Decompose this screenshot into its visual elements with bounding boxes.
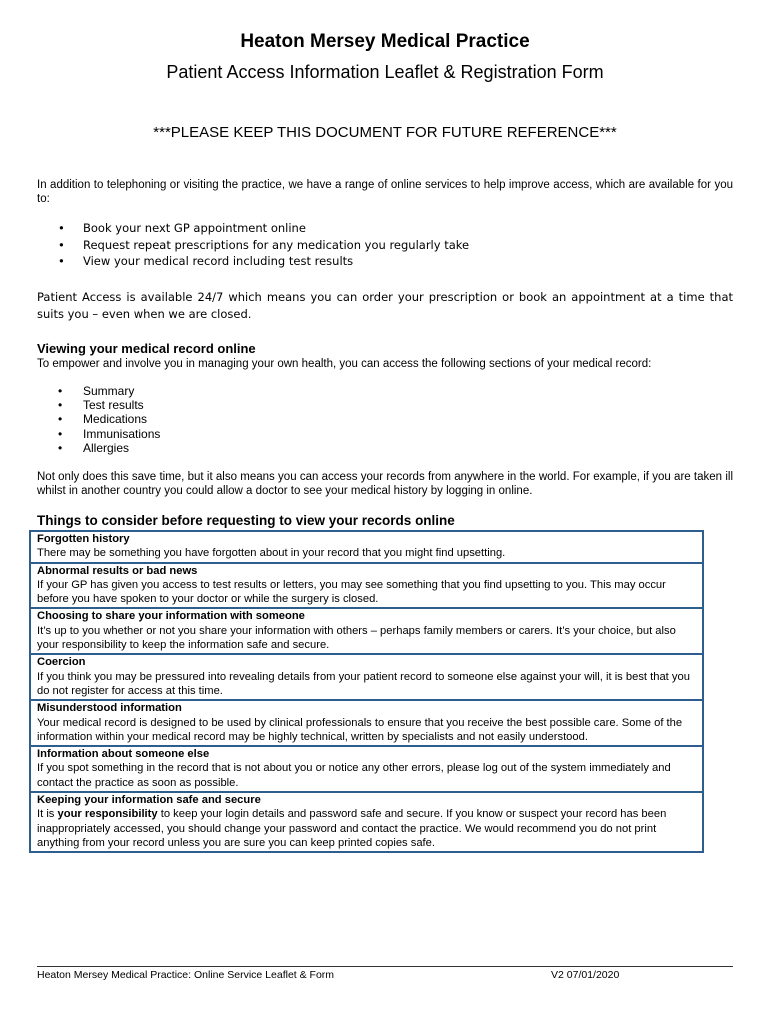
intro-paragraph: In addition to telephoning or visiting the practice, we have a range of online services to help improve access, which are available for you to:	[37, 179, 733, 205]
table-row	[31, 793, 702, 851]
list-item	[37, 427, 717, 441]
row-text-end: to keep your login details and password safe and secure. If you know or suspect your record has been inappropriately accessed, you should change your password and contact the practice. We would recommend you do not print anything from your record unless you are sure you can keep printed copies safe.	[37, 808, 667, 849]
footer-divider	[37, 966, 733, 967]
row-title: Choosing to share your information with someone	[37, 610, 305, 623]
bullet-icon: •	[58, 398, 63, 413]
list-item	[37, 441, 717, 455]
viewing-paragraph: To empower and involve you in managing your own health, you can access the following sections of your medical record:	[37, 358, 652, 370]
list-item-label: Medications	[83, 412, 148, 427]
keep-notice: ***PLEASE KEEP THIS DOCUMENT FOR FUTURE REFERENCE***	[153, 124, 617, 141]
considerations-table	[29, 530, 704, 853]
list-item-label: View your medical record including test results	[83, 254, 354, 268]
row-text: There may be something you have forgotten about in your record that you might find upsetting.	[37, 547, 506, 560]
row-title: Coercion	[37, 656, 86, 669]
list-item-label: Summary	[83, 384, 135, 398]
list-item-label: Request repeat prescriptions for any medication you regularly take	[83, 237, 470, 252]
list-item-label: Allergies	[83, 440, 130, 455]
row-text: If you think you may be pressured into revealing details from your patient record to someone else against your will, it is best that you do not register for access at this time.	[37, 670, 690, 697]
bullet-icon: •	[58, 254, 65, 268]
row-text: If your GP has given you access to test results or letters, you may see something that you find upsetting to you. This may occur before you have spoken to your doctor or while the surgery is closed.	[37, 578, 666, 606]
availability-paragraph: Patient Access is available 24/7 which means you can order your prescription or book an appointment at a time that suits you – even when we are closed.	[37, 290, 733, 321]
page-title: Heaton Mersey Medical Practice	[240, 31, 530, 52]
closing-paragraph: Not only does this save time, but it also means you can access your records from anywhere in the world. For example, if you are taken ill whilst in another country you could allow a doctor to see your medical history by logging in online.	[37, 471, 733, 497]
table-row	[31, 655, 702, 701]
page-subtitle: Patient Access Information Leaflet & Registration Form	[166, 62, 604, 82]
responsibility-emphasis: your responsibility	[57, 808, 158, 821]
list-item-label: Immunisations	[83, 426, 161, 441]
bullet-icon: •	[58, 237, 65, 252]
list-item	[37, 220, 717, 237]
row-title: Information about someone else	[37, 748, 210, 761]
list-item	[37, 384, 717, 398]
record-sections-list	[37, 384, 717, 455]
table-row	[31, 609, 702, 655]
list-item	[37, 412, 717, 426]
bullet-icon: •	[58, 412, 63, 427]
list-item-label: Book your next GP appointment online	[83, 221, 306, 235]
table-row	[31, 532, 702, 564]
list-item-label: Test results	[83, 398, 144, 413]
row-text: If you spot something in the record that is not about you or notice any other errors, please log out of the system immediately and contact the practice as soon as possible.	[37, 762, 671, 789]
footer-version: V2 07/01/2020	[551, 969, 620, 981]
table-row	[31, 701, 702, 747]
bullet-icon: •	[58, 426, 63, 441]
list-item	[37, 253, 717, 270]
row-title: Misunderstood information	[37, 702, 182, 715]
footer-document-title: Heaton Mersey Medical Practice: Online Service Leaflet & Form	[37, 969, 335, 981]
row-text	[37, 807, 696, 850]
bullet-icon: •	[58, 440, 63, 455]
considerations-heading: Things to consider before requesting to view your records online	[37, 513, 455, 528]
bullet-icon: •	[58, 221, 65, 235]
table-row	[31, 564, 702, 610]
row-title: Keeping your information safe and secure	[37, 794, 261, 807]
bullet-icon: •	[58, 384, 63, 398]
list-item	[37, 237, 717, 254]
row-text: It’s up to you whether or not you share your information with others – perhaps family members or carers. It’s your choice, but also your responsibility to keep the information safe and secure.	[37, 624, 676, 652]
viewing-heading: Viewing your medical record online	[37, 341, 256, 356]
table-row	[31, 747, 702, 793]
row-title: Abnormal results or bad news	[37, 564, 198, 577]
row-text: Your medical record is designed to be used by clinical professionals to ensure that you receive the best possible care. Some of the information within your medical record may be highly technical, written by specialists and not easily understood.	[37, 716, 683, 743]
row-title: Forgotten history	[37, 533, 130, 545]
services-list	[37, 220, 717, 270]
row-text-start: It is	[37, 808, 58, 821]
list-item	[37, 398, 717, 412]
